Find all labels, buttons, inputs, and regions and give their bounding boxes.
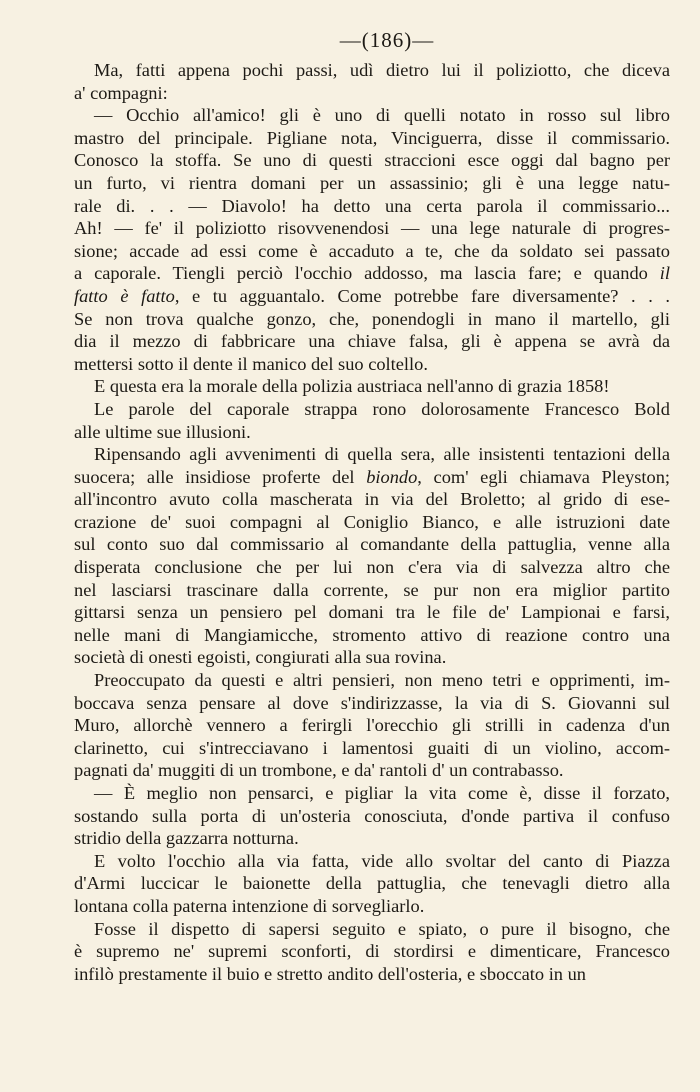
text-line: società di onesti egoisti, congiurati alla sua rovina.: [74, 647, 447, 668]
text-line: nelle mani di Mangiamicche, stromento attivo di reazione contro una: [74, 624, 670, 645]
text-line: suocera; alle insidiose proferte del biondo, com' egli chiamava Pleyston;: [74, 466, 670, 487]
paragraph: [74, 59, 670, 104]
text-line: a caporale. Tiengli perciò l'occhio addosso, ma lascia fare; e quando il: [74, 263, 670, 284]
text-line: pagnati da' muggiti di un trombone, e da' rantoli d' un contrabasso.: [74, 760, 564, 781]
text-line: mastro del principale. Pigliane nota, Vinciguerra, disse il commissario.: [74, 127, 670, 148]
text-line: Preoccupato da questi e altri pensieri, non meno tetri e opprimenti, im-: [94, 670, 670, 691]
text-line: Ripensando agli avvenimenti di quella sera, alle insistenti tentazioni della: [94, 444, 670, 465]
text-line: sione; accade ad essi come è accaduto a te, che da soldato sei passato: [74, 240, 670, 261]
text-line: Ma, fatti appena pochi passi, udì dietro lui il poliziotto, che diceva: [94, 60, 670, 80]
text-line: stridio della gazzarra notturna.: [74, 828, 299, 849]
text-line: un furto, vi rientra domani per un assassinio; gli è una legge natu-: [74, 172, 670, 193]
paragraph: [74, 443, 670, 669]
text-line: — Occhio all'amico! gli è uno di quelli notato in rosso sul libro: [94, 105, 670, 126]
text-line: Se non trova qualche gonzo, che, ponendogli in mano il martello, gli: [74, 308, 670, 329]
text-line: mettersi sotto il dente il manico del suo coltello.: [74, 353, 428, 374]
text-line: E questa era la morale della polizia austriaca nell'anno di grazia 1858!: [94, 376, 610, 397]
page-number: —(186)—: [339, 28, 435, 52]
text-line: d'Armi luccicar le baionette della pattuglia, che tenevagli dietro alla: [74, 873, 670, 894]
text-line: sostando sulla porta di un'osteria conosciuta, d'onde partiva il confuso: [74, 805, 670, 826]
text-line: gittarsi senza un pensiero pel domani tra le file de' Lampionai e farsi,: [74, 602, 670, 623]
text-line: crazione de' suoi compagni al Coniglio Bianco, e alle istruzioni date: [74, 511, 670, 532]
page-body: [74, 59, 670, 985]
paragraph: [74, 918, 670, 986]
paragraph: [74, 104, 670, 375]
paragraph: [74, 398, 670, 443]
text-line: rale di. . . — Diavolo! ha detto una certa parola il commissario...: [74, 195, 670, 216]
text-line: alle ultime sue illusioni.: [74, 421, 251, 442]
text-line: Le parole del caporale strappa rono dolorosamente Francesco Bold: [94, 398, 670, 419]
text-line: nel lasciarsi trascinare dalla corrente, se pur non era miglior partito: [74, 579, 670, 600]
text-line: — È meglio non pensarci, e pigliar la vita come è, disse il forzato,: [94, 783, 670, 803]
text-line: sul conto suo dal commissario al comandante della pattuglia, venne alla: [74, 534, 670, 555]
text-line: è supremo ne' supremi sconforti, di stordirsi e dimenticare, Francesco: [74, 941, 670, 962]
text-line: Muro, allorchè vennero a ferirgli l'orecchio gli strilli in cadenza d'un: [74, 715, 670, 736]
text-line: infilò prestamente il buio e stretto andito dell'osteria, e sboccato in un: [74, 963, 586, 984]
text-line: Conosco la stoffa. Se uno di questi straccioni esce oggi dal bagno per: [74, 150, 670, 171]
paragraph: [74, 375, 670, 398]
paragraph: [74, 850, 670, 918]
text-line: a' compagni:: [74, 82, 168, 103]
paragraph: [74, 782, 670, 850]
text-line: boccava senza pensare al dove s'indirizzasse, la via di S. Giovanni sul: [74, 692, 670, 713]
text-line: disperata conclusione che per lui non c'era via di salvezza altro che: [74, 557, 670, 578]
text-line: Fosse il dispetto di sapersi seguito e spiato, o pure il bisogno, che: [94, 918, 670, 939]
text-line: clarinetto, cui s'intrecciavano i lamentosi guaiti di un violino, accom-: [74, 737, 670, 758]
text-line: fatto è fatto, e tu agguantalo. Come potrebbe fare diversamente? . . .: [74, 285, 671, 306]
paragraph: [74, 669, 670, 782]
text-line: lontana colla paterna intenzione di sorvegliarlo.: [74, 895, 425, 916]
text-line: all'incontro avuto colla mascherata in via del Broletto; al grido di ese-: [74, 489, 670, 510]
text-line: E volto l'occhio alla via fatta, vide allo svoltar del canto di Piazza: [94, 850, 670, 871]
text-line: Ah! — fe' il poliziotto risovvenendosi — una lege naturale di progres-: [74, 218, 670, 239]
text-line: dia il mezzo di fabbricare una chiave falsa, gli è appena se avrà da: [74, 331, 670, 352]
